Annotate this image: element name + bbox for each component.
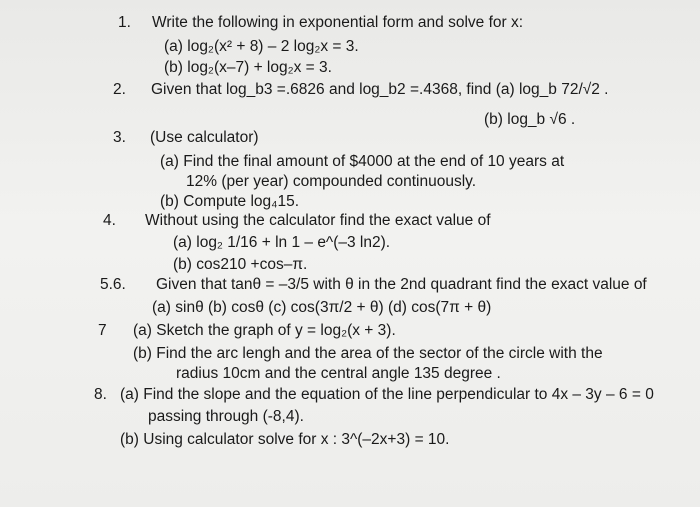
problem-8a-line1: (a) Find the slope and the equation of the line perpendicular to 4x – 3y – 6 = 0 [120, 386, 654, 403]
problem-1a: (a) log₂(x² + 8) – 2 log₂x = 3. [164, 38, 359, 55]
problem-4b: (b) cos210 +cos–π. [173, 256, 308, 273]
problem-2b: (b) log_b √6 . [484, 111, 576, 128]
problem-2-number: 2. [113, 81, 126, 98]
problem-56-parts: (a) sinθ (b) cosθ (c) cos(3π/2 + θ) (d) cos(7π + θ) [152, 299, 492, 316]
problem-1-text: Write the following in exponential form and solve for x: [152, 14, 524, 31]
problem-3-number: 3. [113, 129, 126, 146]
problem-3b: (b) Compute log₄15. [160, 193, 300, 210]
problem-8a-line2: passing through (-8,4). [148, 408, 304, 425]
problem-1b: (b) log₂(x–7) + log₂x = 3. [164, 59, 332, 76]
problem-3-text: (Use calculator) [150, 129, 259, 146]
problem-7-number: 7 [98, 322, 107, 339]
problem-4a: (a) log₂ 1/16 + ln 1 – e^(–3 ln2). [173, 234, 391, 251]
problem-1-number: 1. [118, 14, 131, 31]
problem-7a: (a) Sketch the graph of y = log₂(x + 3). [133, 322, 396, 339]
problem-8b: (b) Using calculator solve for x : 3^(–2x+3) = 10. [120, 431, 450, 448]
problem-4-text: Without using the calculator find the exact value of [145, 212, 491, 229]
problem-7b-line1: (b) Find the arc lengh and the area of the sector of the circle with the [133, 345, 603, 362]
problem-56-number: 5.6. [100, 276, 126, 293]
problem-3a-line2: 12% (per year) compounded continuously. [186, 173, 477, 190]
problem-3a-line1: (a) Find the final amount of $4000 at the end of 10 years at [160, 153, 565, 170]
problem-56-text: Given that tanθ = –3/5 with θ in the 2nd quadrant find the exact value of [156, 276, 647, 293]
problem-8-number: 8. [94, 386, 107, 403]
problem-2-text: Given that log_b3 =.6826 and log_b2 =.4368, find (a) log_b 72/√2 . [151, 81, 609, 98]
problem-7b-line2: radius 10cm and the central angle 135 degree . [176, 365, 501, 382]
problem-4-number: 4. [103, 212, 116, 229]
